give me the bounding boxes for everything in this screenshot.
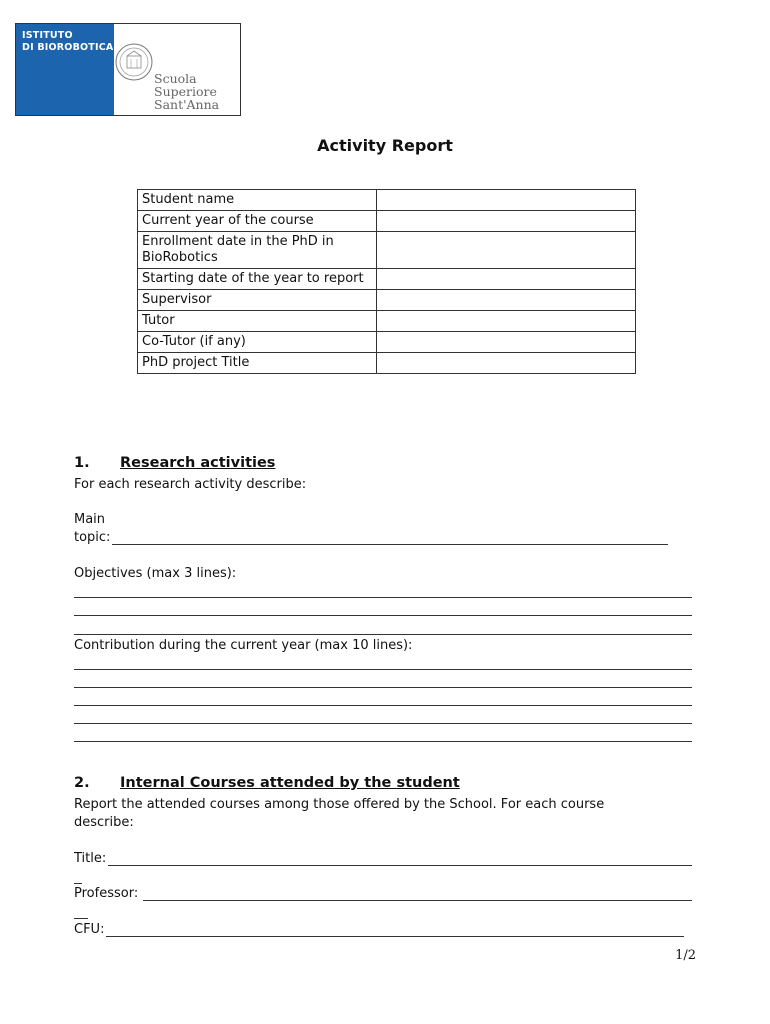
professor-field[interactable]: [143, 900, 692, 901]
table-row: [138, 290, 636, 311]
row-label: Enrollment date in the PhD in BioRobotics: [138, 232, 377, 269]
table-row: [138, 211, 636, 232]
row-label: Tutor: [138, 311, 377, 332]
row-value-cell[interactable]: [377, 311, 636, 332]
table-row: [138, 269, 636, 290]
course-title-field-overflow[interactable]: [74, 883, 82, 884]
table-row: [138, 332, 636, 353]
row-label: Starting date of the year to report: [138, 269, 377, 290]
logo-line-2: DI BIOROBOTICA: [22, 42, 114, 53]
row-value-cell[interactable]: [377, 211, 636, 232]
professor-label: Professor:: [74, 886, 139, 901]
objectives-field-line[interactable]: [74, 634, 692, 635]
logo-white-panel: [114, 24, 240, 115]
row-value-cell[interactable]: [377, 190, 636, 211]
page-title: Activity Report: [317, 136, 453, 155]
section-2-intro-line-2: describe:: [74, 815, 134, 830]
logo-blue-panel: [16, 24, 114, 115]
row-label: Current year of the course: [138, 211, 377, 232]
row-value-cell[interactable]: [377, 290, 636, 311]
row-label: Supervisor: [138, 290, 377, 311]
logo-line-1: ISTITUTO: [22, 30, 73, 41]
page-number: 1/2: [675, 948, 696, 963]
table-row: [138, 232, 636, 269]
table-row: [138, 353, 636, 374]
topic-field[interactable]: [112, 544, 668, 545]
row-label: PhD project Title: [138, 353, 377, 374]
table-row: [138, 311, 636, 332]
row-value-cell[interactable]: [377, 232, 636, 269]
contribution-field-line[interactable]: [74, 705, 692, 706]
contribution-field-line[interactable]: [74, 723, 692, 724]
seal-icon: [114, 42, 154, 82]
objectives-label: Objectives (max 3 lines):: [74, 566, 237, 581]
contribution-field-line[interactable]: [74, 741, 692, 742]
topic-label: topic:: [74, 530, 111, 545]
row-value-cell[interactable]: [377, 353, 636, 374]
contribution-field-line[interactable]: [74, 687, 692, 688]
contribution-label: Contribution during the current year (max 10 lines):: [74, 638, 413, 653]
objectives-field-line[interactable]: [74, 597, 692, 598]
section-2-intro-line-1: Report the attended courses among those offered by the School. For each course: [74, 797, 605, 812]
section-1-intro: For each research activity describe:: [74, 477, 307, 492]
cfu-field[interactable]: [106, 936, 684, 937]
row-label: Co-Tutor (if any): [138, 332, 377, 353]
objectives-field-line[interactable]: [74, 615, 692, 616]
student-info-table: [137, 189, 636, 374]
section-2-heading: 2. Internal Courses attended by the student: [74, 775, 460, 791]
school-name: Scuola Superiore Sant'Anna: [154, 71, 220, 112]
professor-field-overflow[interactable]: [74, 918, 88, 919]
table-row: [138, 190, 636, 211]
course-title-field[interactable]: [108, 865, 692, 866]
row-label: Student name: [138, 190, 377, 211]
row-value-cell[interactable]: [377, 332, 636, 353]
row-value-cell[interactable]: [377, 269, 636, 290]
cfu-label: CFU:: [74, 922, 105, 937]
course-title-label: Title:: [74, 851, 107, 866]
contribution-field-line[interactable]: [74, 669, 692, 670]
main-label: Main: [74, 512, 106, 527]
section-1-heading: 1. Research activities: [74, 455, 276, 471]
institute-logo: [15, 23, 241, 116]
